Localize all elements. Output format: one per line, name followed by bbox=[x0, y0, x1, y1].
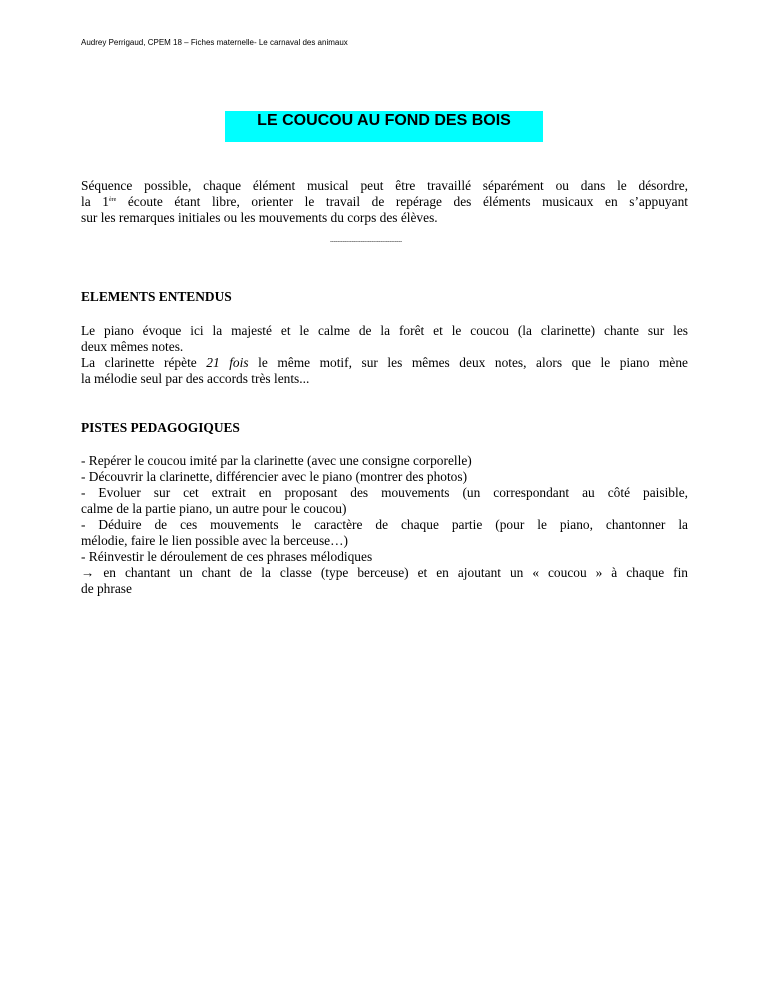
section-heading-elements: ELEMENTS ENTENDUS bbox=[81, 289, 232, 304]
list-item: - Déduire de ces mouvements le caractère de chaque partie (pour le piano, chantonner la bbox=[81, 517, 688, 532]
intro-line: sur les remarques initiales ou les mouvements du corps des élèves. bbox=[81, 210, 438, 225]
paragraph-text: La clarinette répète bbox=[81, 355, 207, 370]
section-heading-pistes: PISTES PEDAGOGIQUES bbox=[81, 420, 240, 435]
paragraph-line: la mélodie seul par des accords très lents... bbox=[81, 371, 310, 386]
intro-paragraph bbox=[81, 178, 688, 226]
separator-line: ---------------------------------------- bbox=[330, 239, 402, 245]
intro-line bbox=[81, 194, 688, 210]
paragraph-line: deux mêmes notes. bbox=[81, 339, 184, 354]
intro-line: Séquence possible, chaque élément musical peut être travaillé séparément ou dans le désordre, bbox=[81, 178, 688, 193]
elements-paragraph bbox=[81, 323, 688, 355]
page-header: Audrey Perrigaud, CPEM 18 – Fiches maternelle- Le carnaval des animaux bbox=[81, 38, 348, 47]
intro-text: la 1 bbox=[81, 194, 109, 209]
list-item: - Réinvestir le déroulement de ces phrases mélodiques bbox=[81, 549, 373, 564]
title-highlight bbox=[225, 111, 543, 142]
list-item: - Evoluer sur cet extrait en proposant des mouvements (un correspondant au côté paisible, bbox=[81, 485, 688, 500]
intro-text: écoute étant libre, orienter le travail de repérage des éléments musicaux en s’appuyant bbox=[116, 194, 688, 209]
list-item: - Repérer le coucou imité par la clarinette (avec une consigne corporelle) bbox=[81, 453, 472, 468]
paragraph-line: Le piano évoque ici la majesté et le calme de la forêt et le coucou (la clarinette) chante sur les bbox=[81, 323, 688, 338]
paragraph-text: le même motif, sur les mêmes deux notes, alors que le piano mène bbox=[248, 355, 688, 370]
list-item: calme de la partie piano, un autre pour le coucou) bbox=[81, 501, 347, 516]
list-item: - Découvrir la clarinette, différencier avec le piano (montrer des photos) bbox=[81, 469, 468, 484]
ordinal-superscript: ère bbox=[108, 197, 117, 203]
clarinet-paragraph bbox=[81, 355, 688, 387]
list-item: de phrase bbox=[81, 581, 132, 596]
paragraph-line bbox=[81, 355, 688, 371]
pistes-list bbox=[81, 453, 688, 597]
page-title: LE COUCOU AU FOND DES BOIS bbox=[257, 112, 511, 129]
emphasis-text: 21 fois bbox=[206, 355, 249, 370]
list-item: mélodie, faire le lien possible avec la berceuse…) bbox=[81, 533, 348, 548]
list-item: → en chantant un chant de la classe (type berceuse) et en ajoutant un « coucou » à chaque fin bbox=[81, 565, 688, 580]
